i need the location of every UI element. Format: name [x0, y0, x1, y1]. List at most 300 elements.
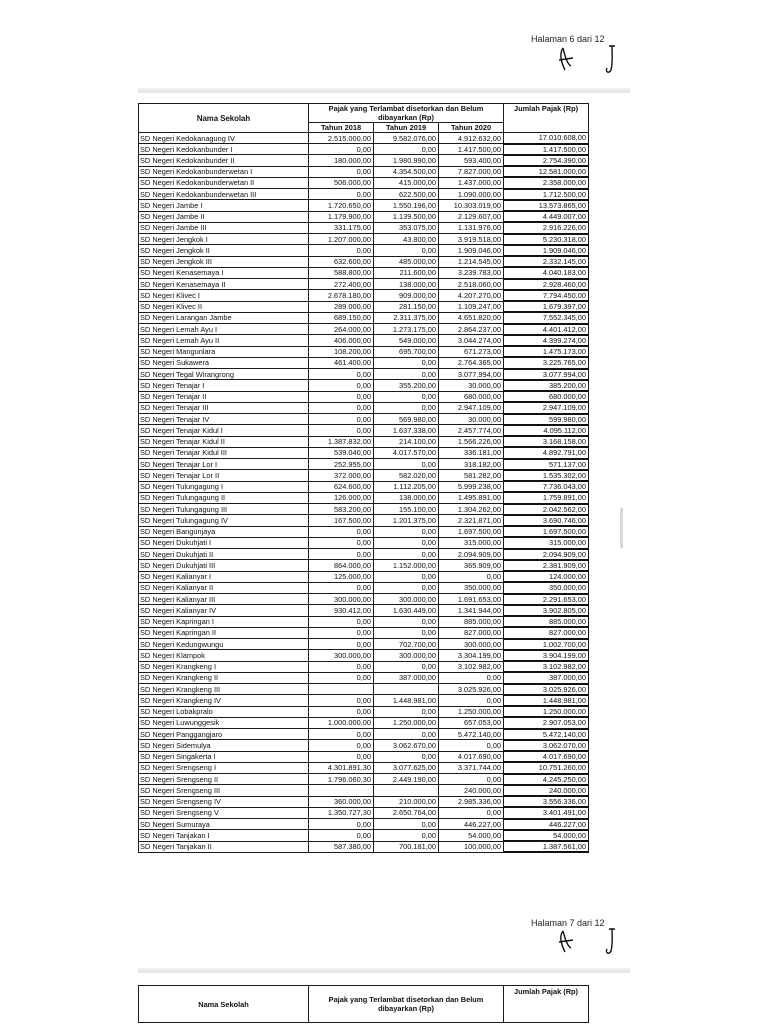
cell-total-tax: 4.245.250,00 [504, 774, 589, 785]
cell-school-name: SD Negeri Jengkok I [139, 234, 309, 245]
table-row [139, 402, 589, 413]
cell-total-tax: 827.000,00 [504, 627, 589, 638]
cell-tax-2018: 1.350.727,30 [309, 807, 374, 818]
next-header-tax-group: Pajak yang Terlambat disetorkan dan Belum dibayarkan (Rp) [309, 986, 504, 1023]
cell-tax-2018: 0,00 [309, 245, 374, 256]
table-row [139, 807, 589, 818]
cell-school-name: SD Negeri Krangkeng II [139, 672, 309, 683]
cell-tax-2019: 138.000,00 [374, 279, 439, 290]
table-row [139, 796, 589, 807]
cell-tax-2019: 4.017.570,00 [374, 447, 439, 458]
cell-total-tax: 3.102.982,00 [504, 661, 589, 672]
table-row [139, 492, 589, 503]
cell-tax-2020: 2.864.237,00 [439, 324, 504, 335]
table-row [139, 537, 589, 548]
cell-school-name: SD Negeri Jengkok II [139, 245, 309, 256]
cell-tax-2018: 0,00 [309, 751, 374, 762]
cell-tax-2020: 7.827.000,00 [439, 166, 504, 177]
table-row [139, 695, 589, 706]
signature-icon-next [551, 924, 631, 958]
cell-total-tax: 17.010.608,00 [504, 133, 589, 144]
cell-school-name: SD Negeri Kalianyar I [139, 571, 309, 582]
cell-tax-2019: 43.800,00 [374, 234, 439, 245]
cell-tax-2020: 54.000,00 [439, 830, 504, 841]
cell-tax-2018: 0,00 [309, 582, 374, 593]
cell-total-tax: 2.042.562,00 [504, 504, 589, 515]
cell-school-name: SD Negeri Kenasemaya II [139, 279, 309, 290]
cell-school-name: SD Negeri Srengseng I [139, 762, 309, 773]
table-row [139, 234, 589, 245]
cell-total-tax: 2.907.053,00 [504, 717, 589, 728]
cell-school-name: SD Negeri Srengseng V [139, 807, 309, 818]
cell-tax-2020: 2.457.774,00 [439, 425, 504, 436]
table-row [139, 447, 589, 458]
cell-total-tax: 5.472.140,00 [504, 729, 589, 740]
cell-tax-2019: 0,00 [374, 391, 439, 402]
cell-total-tax: 4.399.274,00 [504, 335, 589, 346]
cell-tax-2020: 1.341.944,00 [439, 605, 504, 616]
cell-tax-2019: 2.311.375,00 [374, 312, 439, 323]
cell-tax-2018: 331.175,00 [309, 222, 374, 233]
cell-tax-2020: 680.000,00 [439, 391, 504, 402]
cell-school-name: SD Negeri Kedungwungu [139, 639, 309, 650]
table-row [139, 290, 589, 301]
table-row [139, 369, 589, 380]
cell-tax-2019: 485.000,00 [374, 256, 439, 267]
cell-tax-2020: 657.053,00 [439, 717, 504, 728]
header-year-2020: Tahun 2020 [439, 123, 504, 133]
cell-tax-2019: 700.181,00 [374, 841, 439, 852]
cell-tax-2018: 0,00 [309, 616, 374, 627]
table-row [139, 200, 589, 211]
cell-tax-2020: 1.131.976,00 [439, 222, 504, 233]
cell-total-tax: 4.401.412,00 [504, 324, 589, 335]
tax-table [138, 103, 589, 853]
table-row [139, 459, 589, 470]
cell-school-name: SD Negeri Tulungagung I [139, 481, 309, 492]
cell-tax-2020: 100.000,00 [439, 841, 504, 852]
cell-total-tax: 3.225.765,00 [504, 357, 589, 368]
cell-total-tax: 4.449.007,00 [504, 211, 589, 222]
cell-school-name: SD Negeri Kalianyar II [139, 582, 309, 593]
cell-tax-2019: 1.448.981,00 [374, 695, 439, 706]
table-row [139, 133, 589, 144]
cell-tax-2019: 0,00 [374, 549, 439, 560]
table-row [139, 425, 589, 436]
header-year-2018: Tahun 2018 [309, 123, 374, 133]
table-row [139, 357, 589, 368]
cell-tax-2018: 0,00 [309, 830, 374, 841]
cell-tax-2020: 5.999.238,00 [439, 481, 504, 492]
page-divider [138, 88, 630, 93]
cell-tax-2019 [374, 785, 439, 796]
cell-tax-2019: 155.100,00 [374, 504, 439, 515]
cell-school-name: SD Negeri Kedokanbunder II [139, 155, 309, 166]
table-row [139, 729, 589, 740]
cell-tax-2018: 539.040,00 [309, 447, 374, 458]
cell-school-name: SD Negeri Tenajar Lor II [139, 470, 309, 481]
table-row [139, 841, 589, 852]
cell-tax-2020: 1.495.891,00 [439, 492, 504, 503]
cell-tax-2019: 210.000,00 [374, 796, 439, 807]
cell-tax-2019: 582.020,00 [374, 470, 439, 481]
cell-tax-2018: 360.000,00 [309, 796, 374, 807]
cell-tax-2018: 1.179.900,00 [309, 211, 374, 222]
cell-total-tax: 2.332.145,00 [504, 256, 589, 267]
cell-tax-2020: 4.017.690,00 [439, 751, 504, 762]
cell-total-tax: 12.581.000,00 [504, 166, 589, 177]
table-row [139, 335, 589, 346]
table-row [139, 785, 589, 796]
table-row [139, 650, 589, 661]
cell-total-tax: 13.573.865,00 [504, 200, 589, 211]
cell-tax-2020: 0,00 [439, 774, 504, 785]
cell-tax-2020: 0,00 [439, 695, 504, 706]
cell-tax-2020: 671.273,00 [439, 346, 504, 357]
cell-tax-2020: 1.417.500,00 [439, 144, 504, 155]
cell-tax-2019: 0,00 [374, 616, 439, 627]
cell-school-name: SD Negeri Kapringan II [139, 627, 309, 638]
cell-school-name: SD Negeri Singakerta I [139, 751, 309, 762]
cell-school-name: SD Negeri Luwunggesik [139, 717, 309, 728]
cell-tax-2019: 281.150,00 [374, 301, 439, 312]
cell-tax-2019: 1.273.175,00 [374, 324, 439, 335]
cell-tax-2019: 0,00 [374, 571, 439, 582]
cell-tax-2020: 0,00 [439, 807, 504, 818]
next-header-total-tax: Jumlah Pajak (Rp) [504, 986, 589, 1023]
cell-tax-2018: 300.000,00 [309, 594, 374, 605]
cell-tax-2020: 4.207.270,00 [439, 290, 504, 301]
cell-tax-2020: 3.239.783,00 [439, 267, 504, 278]
cell-tax-2020: 0,00 [439, 571, 504, 582]
cell-tax-2019: 1.550.196,00 [374, 200, 439, 211]
cell-total-tax: 2.358.000,00 [504, 177, 589, 188]
cell-tax-2018: 1.000.000,00 [309, 717, 374, 728]
cell-tax-2018: 2.678.180,00 [309, 290, 374, 301]
cell-school-name: SD Negeri Tenajar IV [139, 414, 309, 425]
cell-total-tax: 2.916.226,00 [504, 222, 589, 233]
table-row [139, 819, 589, 830]
cell-tax-2020: 0,00 [439, 672, 504, 683]
header-year-2019: Tahun 2019 [374, 123, 439, 133]
cell-tax-2018: 0,00 [309, 661, 374, 672]
cell-tax-2019: 3.077.625,00 [374, 762, 439, 773]
cell-tax-2019: 622.500,00 [374, 189, 439, 200]
cell-tax-2019: 0,00 [374, 751, 439, 762]
cell-total-tax: 680.000,00 [504, 391, 589, 402]
cell-school-name: SD Negeri Tenajar Lor I [139, 459, 309, 470]
cell-tax-2019: 2.449.190,00 [374, 774, 439, 785]
cell-school-name: SD Negeri Klampok [139, 650, 309, 661]
cell-tax-2018: 180.000,00 [309, 155, 374, 166]
cell-tax-2020: 3.025.926,00 [439, 684, 504, 695]
cell-tax-2019: 0,00 [374, 627, 439, 638]
table-row [139, 166, 589, 177]
cell-tax-2020: 1.214.545,00 [439, 256, 504, 267]
cell-tax-2019: 0,00 [374, 819, 439, 830]
cell-tax-2020: 1.250.000,00 [439, 706, 504, 717]
table-row [139, 414, 589, 425]
cell-tax-2020: 318.182,00 [439, 459, 504, 470]
cell-school-name: SD Negeri Tenajar II [139, 391, 309, 402]
cell-school-name: SD Negeri Tanjakan II [139, 841, 309, 852]
cell-tax-2019: 1.980.990,00 [374, 155, 439, 166]
cell-tax-2018: 0,00 [309, 425, 374, 436]
cell-tax-2020: 30.000,00 [439, 380, 504, 391]
table-row [139, 549, 589, 560]
cell-total-tax: 350.000,00 [504, 582, 589, 593]
cell-total-tax: 1.448.981,00 [504, 695, 589, 706]
cell-tax-2019: 415.000,00 [374, 177, 439, 188]
table-row [139, 560, 589, 571]
cell-school-name: SD Negeri Srengseng III [139, 785, 309, 796]
cell-tax-2019: 387.000,00 [374, 672, 439, 683]
cell-school-name: SD Negeri Tenajar Kidul II [139, 436, 309, 447]
cell-tax-2019 [374, 684, 439, 695]
table-row [139, 605, 589, 616]
cell-school-name: SD Negeri Tulungagung II [139, 492, 309, 503]
cell-tax-2018: 4.301.891,30 [309, 762, 374, 773]
cell-tax-2018: 864.000,00 [309, 560, 374, 571]
cell-total-tax: 3.062.070,00 [504, 740, 589, 751]
cell-tax-2019: 1.152.000,00 [374, 560, 439, 571]
cell-tax-2020: 2.764.365,00 [439, 357, 504, 368]
cell-school-name: SD Negeri Dukuhjati I [139, 537, 309, 548]
cell-school-name: SD Negeri Lemah Ayu I [139, 324, 309, 335]
next-header-school-name: Nama Sekolah [139, 986, 309, 1023]
cell-tax-2018: 632.600,00 [309, 256, 374, 267]
cell-total-tax: 571.137,00 [504, 459, 589, 470]
cell-total-tax: 3.401.491,00 [504, 807, 589, 818]
cell-school-name: SD Negeri Jambe I [139, 200, 309, 211]
cell-total-tax: 3.077.994,00 [504, 369, 589, 380]
cell-school-name: SD Negeri Klivec II [139, 301, 309, 312]
cell-total-tax: 1.697.500,00 [504, 526, 589, 537]
table-row [139, 830, 589, 841]
cell-tax-2018: 0,00 [309, 402, 374, 413]
table-row [139, 222, 589, 233]
cell-tax-2020: 0,00 [439, 740, 504, 751]
table-row [139, 189, 589, 200]
cell-tax-2018: 0,00 [309, 369, 374, 380]
cell-tax-2019: 0,00 [374, 582, 439, 593]
cell-school-name: SD Negeri Kalianyar IV [139, 605, 309, 616]
table-row [139, 324, 589, 335]
cell-tax-2019: 211.600,00 [374, 267, 439, 278]
cell-tax-2020: 3.304.199,00 [439, 650, 504, 661]
cell-tax-2018: 0,00 [309, 695, 374, 706]
cell-tax-2020: 5.472.140,00 [439, 729, 504, 740]
cell-tax-2019: 353.075,00 [374, 222, 439, 233]
table-row [139, 740, 589, 751]
cell-school-name: SD Negeri Klivec I [139, 290, 309, 301]
table-row [139, 661, 589, 672]
table-row [139, 245, 589, 256]
cell-tax-2018: 126.000,00 [309, 492, 374, 503]
table-row [139, 762, 589, 773]
cell-tax-2019: 909.000,00 [374, 290, 439, 301]
cell-tax-2020: 1.304.262,00 [439, 504, 504, 515]
cell-tax-2019: 0,00 [374, 729, 439, 740]
cell-tax-2018: 1.796.060,30 [309, 774, 374, 785]
table-row [139, 717, 589, 728]
cell-tax-2019: 1.637.338,00 [374, 425, 439, 436]
cell-tax-2018: 372.000,00 [309, 470, 374, 481]
cell-tax-2019: 0,00 [374, 357, 439, 368]
cell-tax-2020: 1.437.000,00 [439, 177, 504, 188]
cell-tax-2019: 1.139.500,00 [374, 211, 439, 222]
cell-school-name: SD Negeri Kedokanbunderwetan I [139, 166, 309, 177]
cell-total-tax: 10.751.260,00 [504, 762, 589, 773]
cell-tax-2020: 3.919.518,00 [439, 234, 504, 245]
cell-tax-2018: 264.000,00 [309, 324, 374, 335]
cell-total-tax: 315.000,00 [504, 537, 589, 548]
cell-school-name: SD Negeri Mangunlara [139, 346, 309, 357]
cell-total-tax: 54.000,00 [504, 830, 589, 841]
cell-tax-2020: 315.000,00 [439, 537, 504, 548]
cell-total-tax: 2.094.909,00 [504, 549, 589, 560]
cell-total-tax: 385.200,00 [504, 380, 589, 391]
cell-total-tax: 4.040.183,00 [504, 267, 589, 278]
cell-total-tax: 1.250.000,00 [504, 706, 589, 717]
cell-tax-2019: 2.650.764,00 [374, 807, 439, 818]
scrollbar-thumb[interactable] [620, 508, 623, 548]
cell-school-name: SD Negeri Lemah Ayu II [139, 335, 309, 346]
cell-school-name: SD Negeri Srengseng IV [139, 796, 309, 807]
cell-tax-2018: 2.515.000,00 [309, 133, 374, 144]
cell-tax-2018: 0,00 [309, 672, 374, 683]
cell-tax-2018: 0,00 [309, 729, 374, 740]
cell-total-tax: 599.980,00 [504, 414, 589, 425]
cell-tax-2019: 214.100,00 [374, 436, 439, 447]
cell-school-name: SD Negeri Sukawera [139, 357, 309, 368]
cell-school-name: SD Negeri Jengkok III [139, 256, 309, 267]
cell-tax-2018: 272.400,00 [309, 279, 374, 290]
cell-total-tax: 4.892.791,00 [504, 447, 589, 458]
cell-tax-2018: 0,00 [309, 627, 374, 638]
cell-tax-2019: 1.201.375,00 [374, 515, 439, 526]
cell-tax-2018: 0,00 [309, 144, 374, 155]
table-row [139, 436, 589, 447]
cell-total-tax: 3.690.746,00 [504, 515, 589, 526]
cell-tax-2018: 167.500,00 [309, 515, 374, 526]
cell-tax-2018: 583.200,00 [309, 504, 374, 515]
cell-school-name: SD Negeri Dukuhjati II [139, 549, 309, 560]
cell-tax-2018: 461.400,00 [309, 357, 374, 368]
cell-tax-2018: 506.000,00 [309, 177, 374, 188]
table-row [139, 774, 589, 785]
cell-school-name: SD Negeri Larangan Jambe [139, 312, 309, 323]
cell-total-tax: 7.736.043,00 [504, 481, 589, 492]
cell-tax-2020: 3.371.744,00 [439, 762, 504, 773]
cell-total-tax: 240.000,00 [504, 785, 589, 796]
cell-school-name: SD Negeri Tenajar Kidul III [139, 447, 309, 458]
cell-school-name: SD Negeri Tulungagung III [139, 504, 309, 515]
cell-tax-2019: 138.000,00 [374, 492, 439, 503]
table-row [139, 279, 589, 290]
signature-icon [551, 40, 631, 78]
cell-tax-2020: 336.181,00 [439, 447, 504, 458]
table-row [139, 470, 589, 481]
cell-tax-2020: 365.909,00 [439, 560, 504, 571]
cell-tax-2018: 0,00 [309, 526, 374, 537]
table-row [139, 301, 589, 312]
cell-school-name: SD Negeri Kedokanbunderwetan II [139, 177, 309, 188]
table-row [139, 155, 589, 166]
cell-total-tax: 387.000,00 [504, 672, 589, 683]
cell-tax-2018: 689.150,00 [309, 312, 374, 323]
cell-tax-2018: 0,00 [309, 706, 374, 717]
cell-tax-2020: 2.947.109,00 [439, 402, 504, 413]
table-row [139, 481, 589, 492]
cell-tax-2020: 350.000,00 [439, 582, 504, 593]
cell-tax-2018: 0,00 [309, 189, 374, 200]
cell-school-name: SD Negeri Sidemulya [139, 740, 309, 751]
cell-school-name: SD Negeri Tanjakan I [139, 830, 309, 841]
cell-total-tax: 2.754.390,00 [504, 155, 589, 166]
cell-tax-2019: 9.582.076,00 [374, 133, 439, 144]
cell-tax-2018: 1.387.832,00 [309, 436, 374, 447]
cell-tax-2019: 1.250.000,00 [374, 717, 439, 728]
cell-school-name: SD Negeri Krangkeng I [139, 661, 309, 672]
cell-total-tax: 2.928.460,00 [504, 279, 589, 290]
table-row [139, 706, 589, 717]
cell-tax-2020: 3.044.274,00 [439, 335, 504, 346]
page-number-label: Halaman 6 dari 12 [531, 34, 605, 44]
cell-tax-2018: 624.600,00 [309, 481, 374, 492]
table-row [139, 177, 589, 188]
cell-tax-2020: 300.000,00 [439, 639, 504, 650]
cell-school-name: SD Negeri Kalianyar III [139, 594, 309, 605]
table-row [139, 391, 589, 402]
cell-tax-2019: 0,00 [374, 526, 439, 537]
cell-tax-2020: 1.909.046,00 [439, 245, 504, 256]
cell-tax-2018: 289.000,00 [309, 301, 374, 312]
header-tax-group: Pajak yang Terlambat disetorkan dan Belum dibayarkan (Rp) [309, 104, 504, 123]
cell-tax-2018: 0,00 [309, 380, 374, 391]
table-row [139, 616, 589, 627]
cell-tax-2018: 406.000,00 [309, 335, 374, 346]
cell-tax-2020: 827.000,00 [439, 627, 504, 638]
cell-tax-2020: 240.000,00 [439, 785, 504, 796]
cell-school-name: SD Negeri Tenajar Kidul I [139, 425, 309, 436]
cell-tax-2018 [309, 785, 374, 796]
cell-tax-2020: 1.090.000,00 [439, 189, 504, 200]
page-divider-next [138, 968, 630, 973]
cell-tax-2020: 885.000,00 [439, 616, 504, 627]
table-row [139, 346, 589, 357]
cell-school-name: SD Negeri Kedokanbunderwetan III [139, 189, 309, 200]
cell-tax-2018: 252.955,00 [309, 459, 374, 470]
table-row [139, 312, 589, 323]
cell-total-tax: 5.230.318,00 [504, 234, 589, 245]
cell-tax-2018: 0,00 [309, 166, 374, 177]
table-row [139, 627, 589, 638]
cell-tax-2018: 300.000,00 [309, 650, 374, 661]
header-total-tax: Jumlah Pajak (Rp) [504, 104, 589, 133]
cell-tax-2018: 1.720.650,00 [309, 200, 374, 211]
cell-tax-2018: 0,00 [309, 414, 374, 425]
cell-total-tax: 3.025.926,00 [504, 684, 589, 695]
cell-school-name: SD Negeri Bangunjaya [139, 526, 309, 537]
cell-total-tax: 2.381.909,00 [504, 560, 589, 571]
cell-tax-2018: 587.380,00 [309, 841, 374, 852]
table-row [139, 515, 589, 526]
cell-tax-2019: 0,00 [374, 459, 439, 470]
cell-total-tax: 1.387.561,00 [504, 841, 589, 852]
cell-tax-2018 [309, 684, 374, 695]
header-school-name: Nama Sekolah [139, 104, 309, 133]
